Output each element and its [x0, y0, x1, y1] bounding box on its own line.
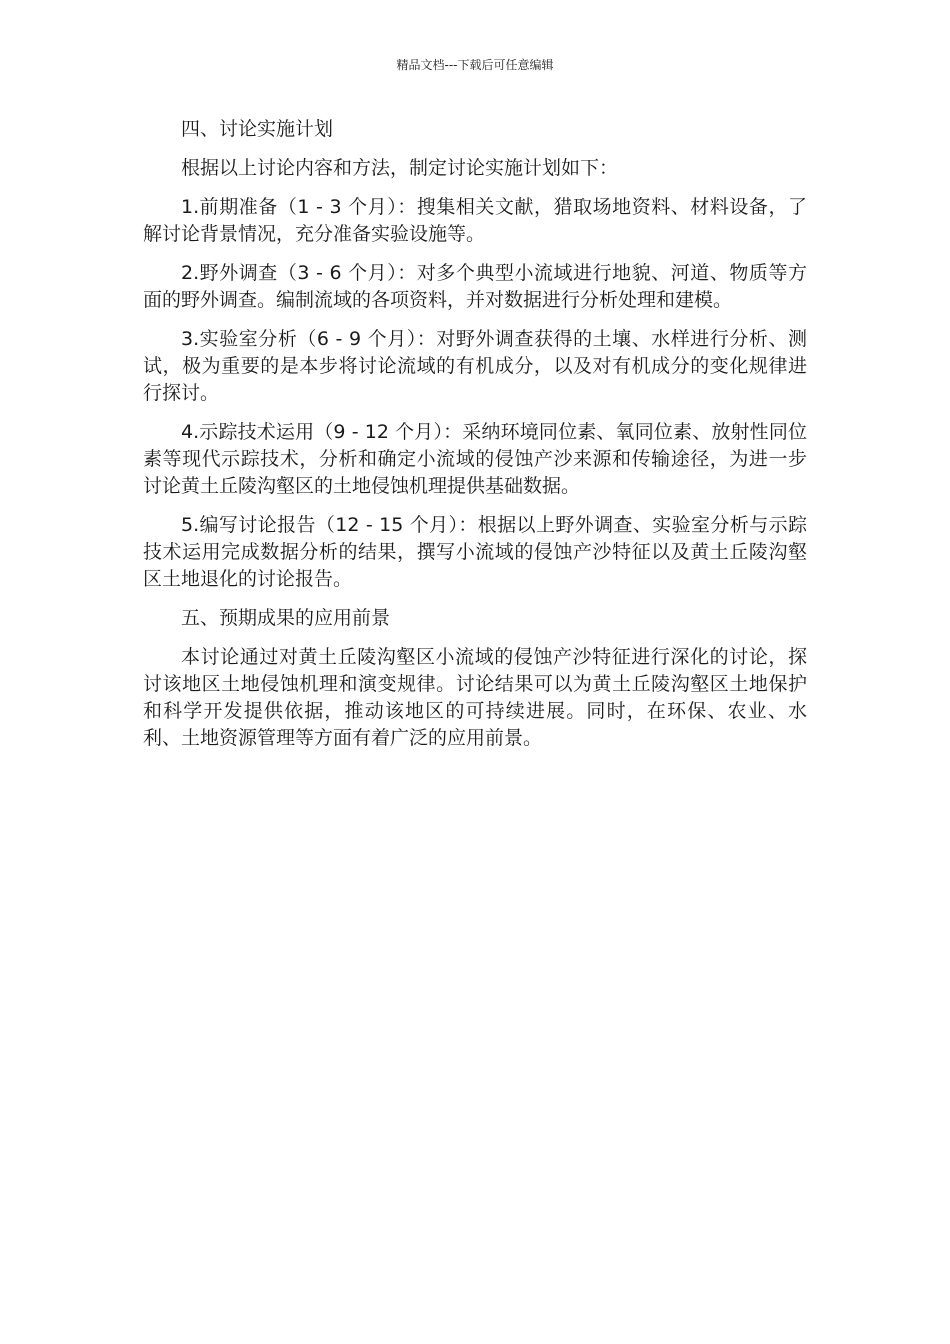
- plan-item-4: 4.示踪技术运用（9 - 12 个月）：采纳环境同位素、氧同位素、放射性同位素等现代示踪技术，分析和确定小流域的侵蚀产沙来源和传输途径，为进一步讨论黄土丘陵沟壑区的土地侵蚀机理提供基础数据。: [143, 421, 807, 497]
- plan-item-5: 5.编写讨论报告（12 - 15 个月）：根据以上野外调查、实验室分析与示踪技术运用完成数据分析的结果，撰写小流域的侵蚀产沙特征以及黄土丘陵沟壑区土地退化的讨论报告。: [143, 514, 807, 590]
- section-5-body: 本讨论通过对黄土丘陵沟壑区小流域的侵蚀产沙特征进行深化的讨论，探讨该地区土地侵蚀机理和演变规律。讨论结果可以为黄土丘陵沟壑区土地保护和科学开发提供依据，推动该地区的可持续进展。同时，在环保、农业、水利、土地资源管理等方面有着广泛的应用前景。: [143, 646, 807, 749]
- plan-item-1: 1.前期准备（1 - 3 个月）：搜集相关文献，猎取场地资料、材料设备，了解讨论背景情况，充分准备实验设施等。: [143, 196, 807, 245]
- document-body: [143, 116, 807, 764]
- plan-item-2: 2.野外调查（3 - 6 个月）：对多个典型小流域进行地貌、河道、物质等方面的野外调查。编制流域的各项资料，并对数据进行分析处理和建模。: [143, 262, 807, 311]
- plan-item-3: 3.实验室分析（6 - 9 个月）：对野外调查获得的土壤、水样进行分析、测试，极为重要的是本步将讨论流域的有机成分，以及对有机成分的变化规律进行探讨。: [143, 328, 807, 404]
- page-header: 精品文档---下载后可任意编辑: [396, 58, 554, 72]
- section-5-title: 五、预期成果的应用前景: [181, 607, 391, 629]
- section-4-intro: 根据以上讨论内容和方法，制定讨论实施计划如下：: [181, 157, 619, 179]
- section-4-title: 四、讨论实施计划: [181, 118, 334, 140]
